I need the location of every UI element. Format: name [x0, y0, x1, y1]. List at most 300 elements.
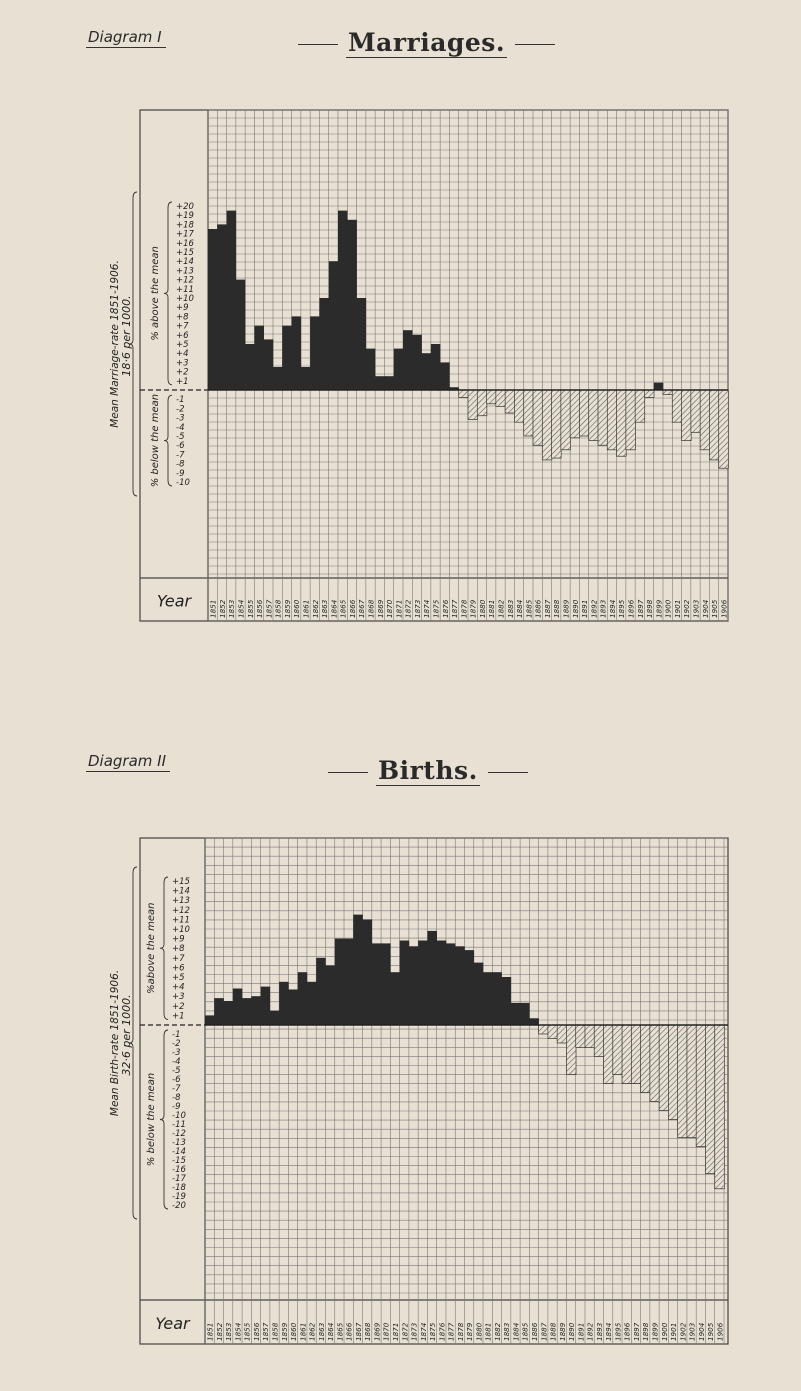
year-tick-1882: 1882 — [496, 599, 506, 618]
bar-1861 — [298, 972, 308, 1025]
year-tick-1905: 1905 — [706, 1322, 716, 1341]
y-tick-label: -5 — [172, 1066, 181, 1076]
bar-1891 — [576, 1025, 586, 1048]
year-tick-1882: 1882 — [492, 1322, 502, 1341]
births-chart — [100, 836, 730, 1346]
year-tick-1889: 1889 — [561, 599, 571, 618]
year-tick-1886: 1886 — [530, 1322, 540, 1341]
y-tick-label: +4 — [176, 349, 189, 360]
bar-1872 — [400, 941, 410, 1025]
bar-1895 — [617, 390, 627, 456]
mean-rate-label: Mean Marriage-rate 1851-1906. — [109, 260, 121, 428]
year-tick-1892: 1892 — [589, 599, 599, 618]
bar-1884 — [514, 390, 524, 422]
year-tick-1868: 1868 — [363, 1322, 373, 1341]
y-tick-label: +15 — [176, 248, 194, 258]
year-tick-1860: 1860 — [292, 599, 302, 618]
bar-1901 — [672, 390, 682, 422]
bar-1870 — [384, 376, 394, 390]
mean-rate-value: 18·6 per 1000. — [120, 295, 133, 377]
year-tick-1879: 1879 — [468, 599, 478, 618]
year-tick-1878: 1878 — [455, 1322, 465, 1341]
bar-1891 — [579, 390, 589, 436]
year-tick-1901: 1901 — [669, 1322, 679, 1341]
bar-1857 — [261, 987, 271, 1025]
year-tick-1902: 1902 — [678, 1322, 688, 1341]
bar-1861 — [301, 367, 311, 390]
bar-1872 — [403, 330, 413, 390]
births-chart-svg — [100, 836, 730, 1346]
year-label: Year — [155, 1314, 190, 1333]
brace — [160, 877, 168, 1019]
bar-1899 — [650, 1025, 660, 1102]
bar-1852 — [217, 224, 227, 390]
y-tick-label: +12 — [176, 275, 194, 286]
year-tick-1873: 1873 — [412, 599, 422, 618]
bar-1885 — [520, 1003, 530, 1025]
y-tick-label: -4 — [176, 422, 185, 433]
year-tick-1906: 1906 — [719, 599, 729, 618]
below-mean-label: % below the mean — [146, 1072, 157, 1167]
title-dash-right — [488, 772, 528, 773]
year-tick-1851: 1851 — [208, 599, 218, 618]
y-tick-label: -18 — [172, 1183, 186, 1193]
year-tick-1886: 1886 — [533, 599, 543, 618]
year-tick-1903: 1903 — [687, 1322, 697, 1341]
y-tick-label: -8 — [172, 1093, 181, 1103]
y-tick-label: +20 — [176, 202, 194, 212]
y-tick-label: -6 — [176, 441, 185, 452]
year-tick-1867: 1867 — [357, 599, 367, 618]
year-tick-1873: 1873 — [409, 1322, 419, 1341]
y-tick-label: -8 — [176, 459, 185, 470]
year-tick-1855: 1855 — [245, 599, 255, 618]
bar-1860 — [292, 316, 302, 390]
mean-rate-label: Mean Birth-rate 1851-1906. — [109, 969, 121, 1117]
bar-1888 — [548, 1025, 558, 1039]
marriages-chart-svg — [100, 108, 730, 623]
diagram-2-label: Diagram II — [86, 752, 170, 772]
year-tick-1895: 1895 — [617, 599, 627, 618]
year-tick-1854: 1854 — [236, 599, 246, 618]
year-tick-1883: 1883 — [502, 1322, 512, 1341]
bar-1880 — [474, 963, 484, 1025]
y-tick-label: +4 — [172, 982, 185, 993]
bar-1859 — [282, 326, 292, 390]
year-tick-1901: 1901 — [672, 599, 682, 618]
bar-1871 — [390, 972, 400, 1025]
y-tick-label: -19 — [172, 1192, 186, 1202]
bar-1883 — [505, 390, 515, 413]
y-tick-label: -9 — [176, 468, 185, 479]
y-tick-label: -6 — [172, 1075, 181, 1085]
year-tick-1904: 1904 — [700, 599, 710, 618]
year-tick-1861: 1861 — [301, 599, 311, 618]
brace — [160, 1030, 168, 1209]
bar-1892 — [585, 1025, 595, 1048]
y-tick-label: +19 — [176, 211, 194, 222]
year-tick-1889: 1889 — [557, 1322, 567, 1341]
y-tick-label: -3 — [172, 1048, 181, 1058]
y-tick-label: -1 — [176, 395, 185, 406]
y-tick-label: -17 — [172, 1174, 186, 1184]
year-tick-1863: 1863 — [320, 599, 330, 618]
bar-1903 — [687, 1025, 697, 1138]
y-tick-label: +1 — [176, 376, 189, 387]
year-tick-labels — [209, 599, 729, 618]
bar-1893 — [598, 390, 608, 445]
year-tick-1890: 1890 — [570, 599, 580, 618]
bar-1867 — [357, 298, 367, 390]
year-tick-1890: 1890 — [567, 1322, 577, 1341]
y-tick-label: +14 — [172, 886, 190, 897]
year-tick-1891: 1891 — [580, 599, 590, 618]
bar-1906 — [715, 1025, 725, 1189]
year-tick-1904: 1904 — [696, 1322, 706, 1341]
y-tick-label: +2 — [172, 1001, 185, 1012]
y-tick-label: +8 — [176, 312, 189, 323]
year-tick-1883: 1883 — [505, 599, 515, 618]
year-tick-1869: 1869 — [372, 1322, 382, 1341]
year-tick-1898: 1898 — [641, 1322, 651, 1341]
year-tick-1894: 1894 — [604, 1322, 614, 1341]
bar-1859 — [279, 982, 289, 1025]
bar-1880 — [477, 390, 487, 416]
bar-1855 — [245, 344, 255, 390]
bar-1870 — [381, 943, 391, 1025]
y-tick-label: +5 — [176, 340, 189, 350]
y-tick-label: +3 — [176, 358, 189, 369]
bar-1858 — [273, 367, 283, 390]
mean-rate-value: 32·6 per 1000. — [120, 994, 133, 1076]
bar-1893 — [594, 1025, 604, 1057]
year-tick-1887: 1887 — [539, 1322, 549, 1341]
bar-1865 — [338, 211, 348, 390]
year-tick-1858: 1858 — [273, 599, 283, 618]
bar-1887 — [542, 390, 552, 460]
y-tick-label: -10 — [172, 1111, 186, 1121]
year-tick-1875: 1875 — [431, 599, 441, 618]
below-mean-label: % below the mean — [150, 393, 161, 488]
year-tick-1862: 1862 — [307, 1322, 317, 1341]
year-tick-1906: 1906 — [715, 1322, 725, 1341]
year-tick-1853: 1853 — [227, 599, 237, 618]
diagram-1-title — [290, 28, 563, 57]
y-tick-labels — [172, 877, 190, 1211]
y-tick-label: +11 — [176, 284, 194, 295]
y-tick-label: +17 — [176, 229, 194, 240]
year-tick-1871: 1871 — [394, 599, 404, 618]
bar-1875 — [431, 344, 441, 390]
title-dash-left — [298, 44, 338, 45]
year-tick-1874: 1874 — [418, 1322, 428, 1341]
bar-1882 — [492, 972, 502, 1025]
y-tick-label: +11 — [172, 915, 190, 926]
year-tick-1887: 1887 — [542, 599, 552, 618]
year-tick-1852: 1852 — [214, 1322, 224, 1341]
y-tick-label: -15 — [172, 1156, 186, 1166]
y-tick-label: -12 — [172, 1129, 186, 1139]
bar-1851 — [208, 229, 218, 390]
year-tick-1876: 1876 — [440, 599, 450, 618]
y-tick-label: +7 — [172, 953, 185, 964]
bar-1879 — [468, 390, 478, 419]
y-tick-label: +13 — [176, 266, 194, 277]
diagram-1-label: Diagram I — [86, 28, 166, 48]
year-tick-1852: 1852 — [217, 599, 227, 618]
year-tick-1879: 1879 — [465, 1322, 475, 1341]
y-tick-label: +8 — [172, 944, 185, 955]
year-tick-1884: 1884 — [515, 599, 525, 618]
y-tick-label: +16 — [176, 238, 194, 249]
bar-1887 — [539, 1025, 549, 1034]
title-dash-right — [515, 44, 555, 45]
y-tick-label: +1 — [172, 1011, 185, 1022]
diagram-1-title-text: Marriages. — [348, 28, 506, 57]
bar-1868 — [366, 349, 376, 390]
year-tick-1880: 1880 — [474, 1322, 484, 1341]
bar-1895 — [613, 1025, 623, 1075]
year-tick-1893: 1893 — [594, 1322, 604, 1341]
y-tick-label: +15 — [172, 877, 190, 887]
year-tick-1899: 1899 — [654, 599, 664, 618]
bar-1906 — [719, 390, 729, 468]
y-tick-label: +14 — [176, 257, 194, 268]
year-tick-1870: 1870 — [381, 1322, 391, 1341]
y-tick-label: +10 — [172, 925, 190, 935]
bar-1879 — [465, 950, 475, 1025]
bar-1869 — [372, 943, 382, 1025]
year-tick-1885: 1885 — [520, 1322, 530, 1341]
y-tick-label: -2 — [176, 404, 185, 415]
bar-1856 — [254, 326, 264, 390]
y-tick-label: -14 — [172, 1147, 186, 1157]
year-tick-1900: 1900 — [663, 599, 673, 618]
marriages-chart — [100, 108, 730, 623]
diagram-2-title — [320, 756, 536, 785]
bar-1863 — [319, 298, 329, 390]
bar-1905 — [705, 1025, 715, 1174]
bar-1883 — [502, 977, 512, 1025]
year-tick-1856: 1856 — [251, 1322, 261, 1341]
year-tick-1863: 1863 — [316, 1322, 326, 1341]
year-tick-1877: 1877 — [450, 599, 460, 618]
year-tick-1865: 1865 — [338, 599, 348, 618]
bar-1854 — [236, 280, 246, 390]
year-tick-1892: 1892 — [585, 1322, 595, 1341]
year-tick-1857: 1857 — [264, 599, 274, 618]
year-label: Year — [156, 591, 192, 611]
year-tick-1896: 1896 — [622, 1322, 632, 1341]
bar-1873 — [412, 335, 422, 390]
bar-1894 — [604, 1025, 614, 1084]
y-tick-label: -4 — [172, 1057, 181, 1067]
bar-1878 — [455, 946, 465, 1025]
bar-1881 — [483, 972, 493, 1025]
bar-1864 — [325, 965, 335, 1025]
bar-1905 — [709, 390, 719, 460]
bar-1902 — [682, 390, 692, 441]
bar-1855 — [242, 998, 252, 1025]
year-tick-1867: 1867 — [353, 1322, 363, 1341]
y-tick-label: -10 — [176, 478, 190, 488]
brace — [164, 395, 172, 486]
year-tick-1851: 1851 — [205, 1322, 215, 1341]
year-tick-1897: 1897 — [631, 1322, 641, 1341]
bar-1852 — [214, 998, 224, 1025]
year-tick-1856: 1856 — [255, 599, 265, 618]
diagram-2-title-text: Births. — [378, 756, 478, 785]
year-tick-1880: 1880 — [477, 599, 487, 618]
year-tick-1875: 1875 — [428, 1322, 438, 1341]
bar-1896 — [622, 1025, 632, 1084]
y-tick-label: +12 — [172, 905, 190, 916]
y-tick-label: -1 — [172, 1030, 181, 1040]
year-tick-1871: 1871 — [390, 1322, 400, 1341]
year-tick-1857: 1857 — [261, 1322, 271, 1341]
year-tick-1881: 1881 — [483, 1322, 493, 1341]
bar-1868 — [363, 919, 373, 1025]
year-tick-1870: 1870 — [385, 599, 395, 618]
year-tick-1874: 1874 — [422, 599, 432, 618]
year-tick-1866: 1866 — [347, 599, 357, 618]
brace — [164, 202, 172, 385]
year-tick-1864: 1864 — [326, 1322, 336, 1341]
year-tick-1876: 1876 — [437, 1322, 447, 1341]
y-tick-label: -16 — [172, 1165, 186, 1175]
year-tick-1891: 1891 — [576, 1322, 586, 1341]
year-tick-1903: 1903 — [691, 599, 701, 618]
year-tick-1905: 1905 — [710, 599, 720, 618]
y-tick-label: -9 — [172, 1102, 181, 1112]
bar-1874 — [422, 353, 432, 390]
year-tick-1899: 1899 — [650, 1322, 660, 1341]
year-tick-1893: 1893 — [598, 599, 608, 618]
year-tick-1859: 1859 — [279, 1322, 289, 1341]
bar-1901 — [668, 1025, 678, 1120]
bar-1900 — [659, 1025, 669, 1111]
year-tick-1861: 1861 — [298, 1322, 308, 1341]
year-tick-1853: 1853 — [224, 1322, 234, 1341]
y-tick-label: +13 — [172, 896, 190, 907]
bar-1889 — [557, 1025, 567, 1043]
y-tick-label: -2 — [172, 1039, 181, 1049]
rotated-labels — [109, 246, 161, 487]
bar-1898 — [641, 1025, 651, 1093]
bar-1866 — [347, 220, 357, 390]
y-tick-label: +3 — [172, 992, 185, 1003]
bar-1877 — [446, 943, 456, 1025]
bar-1853 — [227, 211, 237, 390]
bar-1890 — [566, 1025, 576, 1075]
bar-1886 — [533, 390, 543, 445]
bar-1898 — [644, 390, 654, 397]
year-tick-1865: 1865 — [335, 1322, 345, 1341]
bar-1889 — [561, 390, 571, 450]
y-tick-label: +10 — [176, 294, 194, 304]
bar-1888 — [552, 390, 562, 458]
year-tick-1864: 1864 — [329, 599, 339, 618]
year-tick-1878: 1878 — [459, 599, 469, 618]
bar-1890 — [570, 390, 580, 438]
bar-1875 — [427, 931, 437, 1025]
year-tick-1885: 1885 — [524, 599, 534, 618]
bar-1899 — [654, 383, 664, 390]
bar-1897 — [635, 390, 645, 422]
bar-1885 — [524, 390, 534, 436]
year-tick-1897: 1897 — [635, 599, 645, 618]
bar-1869 — [375, 376, 385, 390]
y-tick-label: +6 — [172, 963, 185, 974]
y-tick-label: +7 — [176, 321, 189, 332]
bar-1904 — [700, 390, 710, 450]
year-tick-1902: 1902 — [682, 599, 692, 618]
year-tick-labels — [206, 1322, 725, 1341]
year-tick-1869: 1869 — [375, 599, 385, 618]
bar-1853 — [224, 1001, 234, 1025]
year-tick-1866: 1866 — [344, 1322, 354, 1341]
bar-1878 — [459, 390, 469, 397]
year-tick-1858: 1858 — [270, 1322, 280, 1341]
bar-1876 — [437, 941, 447, 1025]
year-tick-1868: 1868 — [366, 599, 376, 618]
year-tick-1881: 1881 — [487, 599, 497, 618]
bar-1874 — [418, 941, 428, 1025]
bar-1851 — [205, 1015, 215, 1025]
bar-1858 — [270, 1011, 280, 1025]
y-tick-label: +5 — [172, 973, 185, 983]
title-dash-left — [328, 772, 368, 773]
y-tick-label: -3 — [176, 413, 185, 424]
bar-1856 — [251, 996, 261, 1025]
y-tick-label: +9 — [172, 934, 185, 945]
y-tick-label: -5 — [176, 432, 185, 442]
year-tick-1896: 1896 — [626, 599, 636, 618]
year-tick-1854: 1854 — [233, 1322, 243, 1341]
bar-1896 — [626, 390, 636, 450]
bar-1854 — [233, 989, 243, 1025]
year-tick-1855: 1855 — [242, 1322, 252, 1341]
y-tick-label: +6 — [176, 330, 189, 341]
bar-1865 — [335, 939, 345, 1025]
y-tick-label: -13 — [172, 1138, 186, 1148]
bar-1866 — [344, 939, 354, 1025]
year-tick-1898: 1898 — [645, 599, 655, 618]
year-tick-1888: 1888 — [548, 1322, 558, 1341]
bar-1862 — [307, 982, 317, 1025]
year-tick-1859: 1859 — [282, 599, 292, 618]
bar-1860 — [288, 989, 298, 1025]
year-tick-1872: 1872 — [403, 599, 413, 618]
y-tick-label: +18 — [176, 220, 194, 231]
bar-1862 — [310, 316, 320, 390]
year-tick-1884: 1884 — [511, 1322, 521, 1341]
chart-frame — [140, 838, 728, 1344]
bar-1894 — [607, 390, 617, 450]
y-tick-label: +9 — [176, 303, 189, 314]
y-tick-label: +2 — [176, 367, 189, 378]
bar-1884 — [511, 1003, 521, 1025]
bar-1892 — [589, 390, 599, 441]
year-tick-1895: 1895 — [613, 1322, 623, 1341]
year-tick-1872: 1872 — [400, 1322, 410, 1341]
year-tick-1888: 1888 — [552, 599, 562, 618]
bar-1864 — [329, 261, 339, 390]
bar-1903 — [691, 390, 701, 432]
year-tick-1862: 1862 — [310, 599, 320, 618]
bar-1876 — [440, 362, 450, 390]
bar-1867 — [353, 915, 363, 1025]
